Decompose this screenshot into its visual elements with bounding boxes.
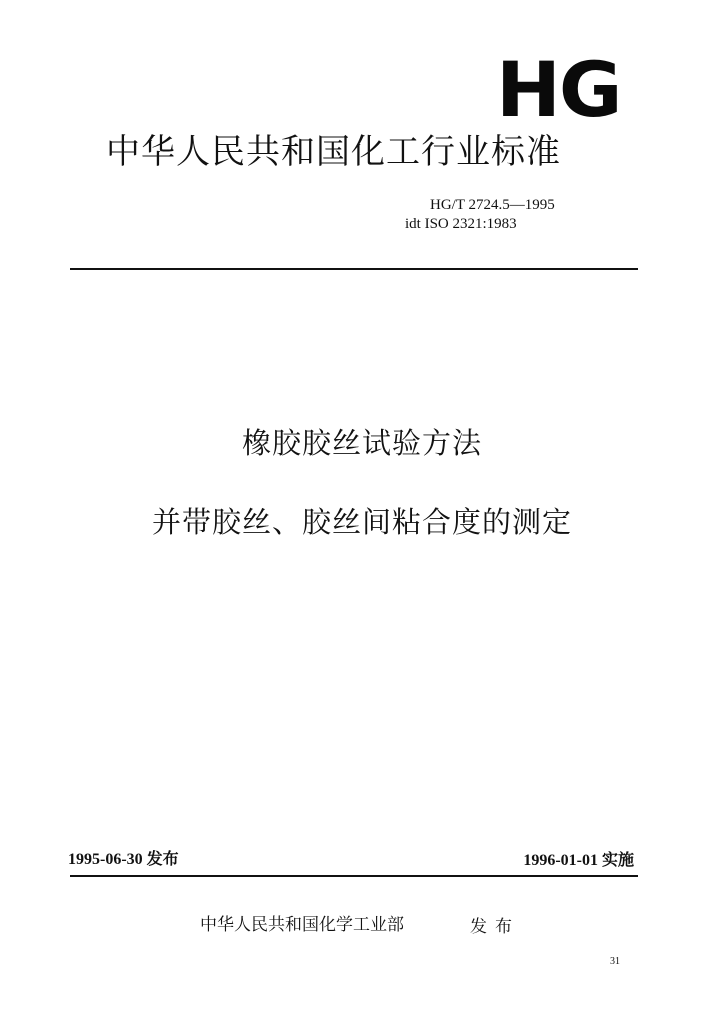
equivalent-standard: idt ISO 2321:1983 xyxy=(405,216,517,232)
document-title-line-2: 并带胶丝、胶丝间粘合度的测定 xyxy=(151,505,572,539)
issuing-authority: 中华人民共和国化学工业部 xyxy=(200,915,404,935)
page-number: 31 xyxy=(610,956,620,967)
standard-number: HG/T 2724.5—1995 xyxy=(430,197,555,213)
hg-logo: HG xyxy=(496,45,621,134)
header-divider xyxy=(70,268,638,270)
issue-date: 1995-06-30 发布 xyxy=(68,851,179,868)
standard-category-title: 中华人民共和国化工行业标准 xyxy=(106,132,561,172)
footer-divider xyxy=(70,875,638,877)
document-title-line-1: 橡胶胶丝试验方法 xyxy=(241,426,482,460)
implementation-date: 1996-01-01 实施 xyxy=(523,852,634,869)
issuer-action: 发布 xyxy=(470,917,520,937)
